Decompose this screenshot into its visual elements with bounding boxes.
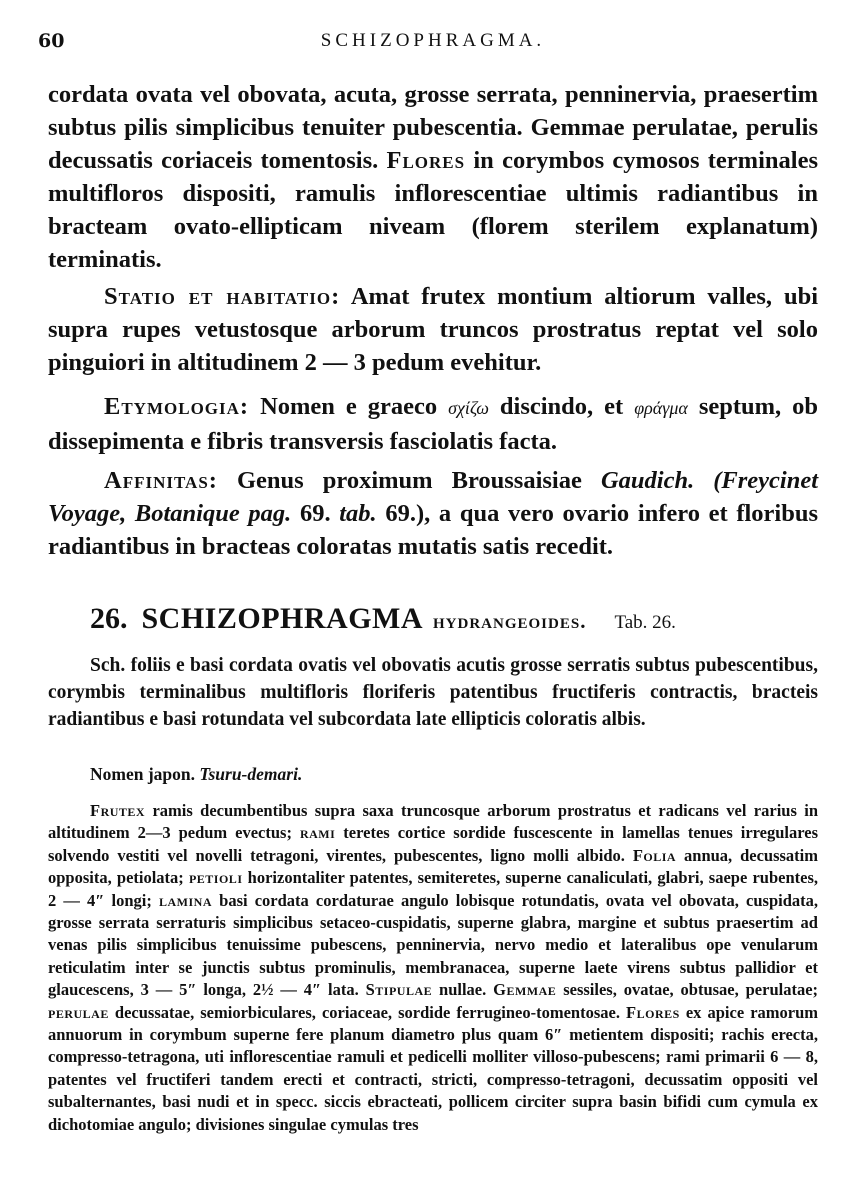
- statio-text: Amat frutex montium altiorum valles, ubi supra rupes vetustosque arborum truncos prostratus reptat vel solo pinguiori in altitudinem 2 — 3 pedum evehitur.: [48, 283, 818, 376]
- folia-text: annua, decussatim opposita, petiolata;: [48, 845, 818, 888]
- flores-description-text: ex apice ramorum annuorum in corymbum superne fere planum diametro plus quam 6″ metientem dispositi; rachis erecta, compresso-tetragona, uti inflorescentiae ramuli et pedicelli molliter villoso-pubescens; rami primarii 6 — 8, patentes vel fructiferi tandem erecti et contracti, stricti, compresso-tetragoni, decussatim oppositi vel subalternantes, basi nudi et in specc. siccis ebracteati, pollicem circiter supra basin bifidi cum cymula ex dichotomiae angulo; divisiones singulae cymulas tres: [48, 1002, 819, 1134]
- affinitas-author: Gaudich.: [600, 467, 695, 494]
- stipulae-label: Stipulae: [365, 980, 433, 1000]
- perulae-text: decussatae, semiorbiculares, coriaceae, sordide ferrugineo-tomentosae.: [114, 1002, 620, 1022]
- flores-text: in corymbos cymosos terminales multifloros dispositi, ramulis inflorescentiae ultimis radiantibus in bracteam ovato-ellipticam niveam (florem sterilem explanatum) terminatis.: [48, 147, 818, 273]
- species-diagnosis: Sch. foliis e basi cordata ovatis vel obovatis acutis grosse serratis subtus pubescentibus, corymbis terminalibus multifloris floriferis patentibus fructiferis contractis, bracteis radiantibus e basi rotundata vel subcordata late ellipticis coloratis albis.: [48, 655, 818, 730]
- stipulae-text: nullae.: [439, 980, 487, 1000]
- species-heading: [90, 602, 790, 636]
- japanese-name-label: Nomen japon.: [90, 764, 196, 784]
- affinitas-label: Affinitas:: [104, 467, 218, 494]
- species-number: 26.: [90, 602, 128, 635]
- rami-label: rami: [299, 823, 336, 843]
- petioli-label: petioli: [188, 868, 243, 888]
- page-header: [38, 30, 828, 60]
- japanese-name: [90, 764, 302, 785]
- lamina-text: basi cordata cordaturae angulo lobisque rotundatis, ovata vel obovata, cuspidata, grosse serrata serraturis simplicibus setaceo-cuspidatis, superne glabra, margine et subtus praesertim ad venas pilis simplicibus tenuissime pubescens, penninervia, nervo medio et lateralibus ope venularum reticulatim inter se junctis subtus prominulis, membranacea, superne laete virens subtus pallidior et glaucescens, 3 — 5″ longa, 2½ — 4″ lata.: [48, 890, 819, 1000]
- affinitas-text-2: 69.), a qua vero ovario infero et floribus radiantibus in bracteas coloratas mutatis satis recedit.: [48, 500, 819, 560]
- species-epithet: hydrangeoides.: [433, 609, 587, 633]
- flores-description-label: Flores: [626, 1002, 680, 1022]
- petioli-text: horizontaliter patentes, semiteretes, superne canaliculati, glabri, saepe rubentes, 2 — 4″ longi;: [48, 868, 819, 910]
- genus-description-text: cordata ovata vel obovata, acuta, grosse serrata, penninervia, praesertim subtus pilis simplicibus tenuiter pubescentia. Gemmae perulatae, perulis decussatis coriaceis tomentosis.: [48, 81, 818, 174]
- frutex-label: Frutex: [90, 801, 146, 820]
- lamina-label: lamina: [159, 890, 213, 910]
- running-title: SCHIZOPHRAGMA.: [320, 30, 546, 51]
- page-number: 60: [38, 30, 65, 52]
- etymologia-paragraph: [48, 390, 818, 458]
- statio-paragraph: [48, 280, 818, 379]
- frutex-text: ramis decumbentibus supra saxa truncosque arborum prostratus et radicans vel rarius in altitudinem 2—3 pedum evectus;: [48, 801, 819, 843]
- etymologia-label: Etymologia:: [104, 393, 250, 420]
- statio-label: Statio et habitatio:: [104, 283, 341, 310]
- greek-word-schizo: σχίζω: [448, 398, 489, 418]
- gemmae-text: sessiles, ovatae, obtusae, perulatae;: [563, 980, 819, 1000]
- species-genus: SCHIZOPHRAGMA: [141, 602, 424, 635]
- affinitas-page: 69.: [299, 500, 331, 527]
- etymologia-text-3: septum, ob dissepimenta e fibris transversis fasciolatis facta.: [48, 393, 819, 455]
- rami-text: teretes cortice sordide fuscescente in lamellas tenues irregulares solvendo vestiti vel novelli tetragoni, virentes, pubescentes, ligno molli albido.: [48, 823, 819, 865]
- affinitas-paragraph: [48, 464, 818, 563]
- affinitas-text-1: Genus proximum Broussaisiae: [237, 467, 582, 494]
- plate-reference: Tab. 26.: [614, 612, 676, 633]
- etymologia-text-1: Nomen e graeco: [260, 393, 438, 420]
- species-description: [48, 800, 818, 1136]
- greek-word-phragma: φράγμα: [634, 398, 688, 418]
- japanese-name-value: Tsuru-demari.: [199, 764, 303, 784]
- flores-label: Flores: [386, 147, 466, 174]
- gemmae-label: Gemmae: [493, 980, 557, 1000]
- folia-label: Folia: [632, 845, 677, 865]
- perulae-label: perulae: [48, 1002, 109, 1022]
- affinitas-reference: (Freycinet Voyage, Botanique pag.: [48, 467, 819, 527]
- etymologia-text-2: discindo, et: [499, 393, 624, 420]
- genus-description-paragraph: [48, 78, 818, 276]
- affinitas-tab-label: tab.: [339, 500, 377, 527]
